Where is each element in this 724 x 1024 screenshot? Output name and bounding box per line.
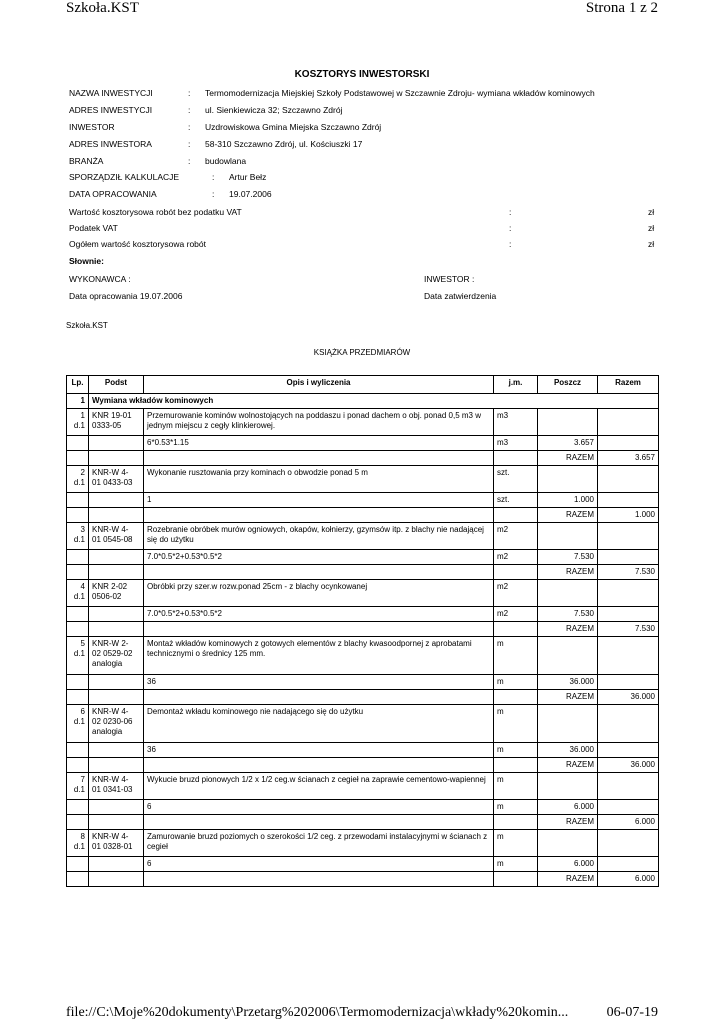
calc-podst-empty (89, 857, 144, 872)
razem-lp-empty (67, 758, 89, 773)
razem-value: 6.000 (598, 872, 659, 887)
razem-lp-empty (67, 872, 89, 887)
calc-lp-empty (67, 800, 89, 815)
cost-total-unit: zł (648, 239, 655, 249)
col-header-podst: Podst (89, 376, 144, 394)
info-value: ul. Sienkiewicza 32; Szczawno Zdrój (205, 105, 343, 115)
razem-row (67, 451, 659, 466)
info-colon: : (212, 189, 215, 199)
item-razem-empty (598, 830, 659, 857)
item-description: Obróbki przy szer.w rozw.ponad 25cm - z blachy ocynkowanej (144, 580, 494, 607)
razem-opis-empty (144, 565, 494, 580)
calc-poszcz: 1.000 (538, 493, 598, 508)
razem-podst-empty (89, 690, 144, 705)
calc-lp-empty (67, 436, 89, 451)
calc-unit: m (494, 800, 538, 815)
info-label: ADRES INWESTYCJI (69, 105, 153, 115)
wykonawca-label: WYKONAWCA : (69, 274, 131, 284)
item-razem-empty (598, 705, 659, 743)
razem-opis-empty (144, 451, 494, 466)
calc-lp-empty (67, 675, 89, 690)
calc-podst-empty (89, 493, 144, 508)
col-header-jm: j.m. (494, 376, 538, 394)
razem-opis-empty (144, 508, 494, 523)
info-label: SPORZĄDZIŁ KALKULACJE (69, 172, 180, 182)
calc-row (67, 800, 659, 815)
razem-label: RAZEM (538, 622, 598, 637)
razem-lp-empty (67, 565, 89, 580)
calc-unit: m (494, 857, 538, 872)
document-title: KOSZTORYS INWESTORSKI (294, 69, 430, 80)
razem-lp-empty (67, 815, 89, 830)
item-unit: m (494, 637, 538, 675)
razem-jm-empty (494, 451, 538, 466)
calc-unit: m (494, 743, 538, 758)
item-description: Wykonanie rusztowania przy kominach o obwodzie ponad 5 m (144, 466, 494, 493)
info-label: BRANŻA (69, 156, 104, 166)
page-header-right: Strona 1 z 2 (585, 0, 658, 16)
item-lp: 5 d.1 (67, 637, 89, 675)
item-poszcz-empty (538, 773, 598, 800)
item-podst: KNR-W 4- 01 0545-08 (89, 523, 144, 550)
info-value: budowlana (205, 156, 247, 166)
calc-razem-empty (598, 800, 659, 815)
cost-net-label: Wartość kosztorysowa robót bez podatku VAT (69, 207, 242, 217)
table-header-row (67, 376, 659, 394)
item-row (67, 637, 659, 675)
calc-row (67, 493, 659, 508)
item-lp: 1 d.1 (67, 409, 89, 436)
razem-jm-empty (494, 872, 538, 887)
razem-value: 7.530 (598, 622, 659, 637)
calc-razem-empty (598, 493, 659, 508)
info-colon: : (212, 172, 215, 182)
info-colon: : (188, 105, 191, 115)
calc-expression: 7.0*0.5*2+0.53*0.5*2 (144, 607, 494, 622)
item-row (67, 409, 659, 436)
razem-podst-empty (89, 565, 144, 580)
item-podst: KNR 19-01 0333-05 (89, 409, 144, 436)
page-header-left: Szkoła.KST (66, 0, 139, 16)
razem-podst-empty (89, 451, 144, 466)
cost-total-label: Ogółem wartość kosztorysowa robót (69, 239, 206, 249)
item-poszcz-empty (538, 409, 598, 436)
razem-podst-empty (89, 508, 144, 523)
calc-row (67, 743, 659, 758)
item-podst: KNR 2-02 0506-02 (89, 580, 144, 607)
calc-podst-empty (89, 607, 144, 622)
footer-date: 06-07-19 (606, 1005, 658, 1020)
item-poszcz-empty (538, 580, 598, 607)
calc-poszcz: 6.000 (538, 800, 598, 815)
razem-opis-empty (144, 690, 494, 705)
calc-podst-empty (89, 675, 144, 690)
przedmiar-table (66, 375, 659, 887)
item-poszcz-empty (538, 637, 598, 675)
section-number: 1 (67, 394, 89, 409)
calc-poszcz: 3.657 (538, 436, 598, 451)
calc-lp-empty (67, 743, 89, 758)
calc-razem-empty (598, 675, 659, 690)
col-header-opis: Opis i wyliczenia (144, 376, 494, 394)
razem-row (67, 815, 659, 830)
calc-expression: 36 (144, 743, 494, 758)
info-colon: : (188, 122, 191, 132)
item-row (67, 705, 659, 743)
razem-jm-empty (494, 690, 538, 705)
razem-value: 36.000 (598, 758, 659, 773)
razem-row (67, 758, 659, 773)
item-row (67, 830, 659, 857)
calc-razem-empty (598, 607, 659, 622)
calc-row (67, 857, 659, 872)
info-value: 58-310 Szczawno Zdrój, ul. Kościuszki 17 (205, 139, 363, 149)
razem-jm-empty (494, 758, 538, 773)
razem-opis-empty (144, 872, 494, 887)
calc-poszcz: 6.000 (538, 857, 598, 872)
info-colon: : (188, 139, 191, 149)
calc-row (67, 607, 659, 622)
razem-jm-empty (494, 815, 538, 830)
calc-poszcz: 36.000 (538, 675, 598, 690)
calc-podst-empty (89, 550, 144, 565)
razem-row (67, 872, 659, 887)
razem-opis-empty (144, 758, 494, 773)
calc-unit: m (494, 675, 538, 690)
razem-podst-empty (89, 815, 144, 830)
calc-expression: 36 (144, 675, 494, 690)
razem-podst-empty (89, 622, 144, 637)
item-row (67, 580, 659, 607)
calc-row (67, 550, 659, 565)
item-razem-empty (598, 773, 659, 800)
calc-podst-empty (89, 743, 144, 758)
item-razem-empty (598, 580, 659, 607)
cost-vat-unit: zł (648, 223, 655, 233)
calc-razem-empty (598, 857, 659, 872)
calc-expression: 6 (144, 800, 494, 815)
razem-value: 7.530 (598, 565, 659, 580)
item-podst: KNR-W 4- 02 0230-06 analogia (89, 705, 144, 743)
razem-jm-empty (494, 622, 538, 637)
razem-value: 3.657 (598, 451, 659, 466)
calc-razem-empty (598, 743, 659, 758)
calc-expression: 6*0.53*1.15 (144, 436, 494, 451)
item-description: Zamurowanie bruzd poziomych o szerokości 1/2 ceg. z przewodami instalacyjnymi w ścianach z cegieł (144, 830, 494, 857)
col-header-lp: Lp. (67, 376, 89, 394)
data-opracowania: Data opracowania 19.07.2006 (69, 291, 183, 301)
item-description: Rozebranie obróbek murów ogniowych, okapów, kołnierzy, gzymsów itp. z blachy nie nadającej się do użytku (144, 523, 494, 550)
calc-podst-empty (89, 800, 144, 815)
item-description: Wykucie bruzd pionowych 1/2 x 1/2 ceg.w ścianach z cegieł na zaprawie cementowo-wapiennej (144, 773, 494, 800)
col-header-poszcz: Poszcz (538, 376, 598, 394)
item-row (67, 773, 659, 800)
calc-poszcz: 36.000 (538, 743, 598, 758)
item-podst: KNR-W 4- 01 0341-03 (89, 773, 144, 800)
item-unit: m (494, 705, 538, 743)
razem-label: RAZEM (538, 451, 598, 466)
item-unit: m (494, 830, 538, 857)
item-lp: 2 d.1 (67, 466, 89, 493)
razem-opis-empty (144, 622, 494, 637)
razem-value: 1.000 (598, 508, 659, 523)
razem-jm-empty (494, 565, 538, 580)
info-value: Uzdrowiskowa Gmina Miejska Szczawno Zdrój (205, 122, 382, 132)
calc-expression: 1 (144, 493, 494, 508)
info-label: ADRES INWESTORA (69, 139, 152, 149)
calc-expression: 6 (144, 857, 494, 872)
calc-podst-empty (89, 436, 144, 451)
razem-lp-empty (67, 622, 89, 637)
info-value: 19.07.2006 (229, 189, 272, 199)
razem-label: RAZEM (538, 872, 598, 887)
razem-jm-empty (494, 508, 538, 523)
item-unit: m (494, 773, 538, 800)
calc-razem-empty (598, 436, 659, 451)
item-description: Przemurowanie kominów wolnostojących na poddaszu i ponad dachem o obj. ponad 0,5 m3 w jednym miejscu z cegły klinkierowej. (144, 409, 494, 436)
section-row (67, 394, 659, 409)
calc-unit: szt. (494, 493, 538, 508)
razem-row (67, 565, 659, 580)
razem-row (67, 508, 659, 523)
item-lp: 3 d.1 (67, 523, 89, 550)
item-unit: m3 (494, 409, 538, 436)
cost-net-colon: : (509, 207, 512, 217)
footer-file-path: file://C:\Moje%20dokumenty\Przetarg%202006\Termomodernizacja\wkłady%20komin... (66, 1005, 569, 1020)
item-poszcz-empty (538, 466, 598, 493)
info-label: NAZWA INWESTYCJI (69, 88, 153, 98)
calc-poszcz: 7.530 (538, 607, 598, 622)
info-value: Artur Bełz (229, 172, 267, 182)
cost-net-unit: zł (648, 207, 655, 217)
calc-unit: m3 (494, 436, 538, 451)
item-poszcz-empty (538, 830, 598, 857)
data-zatwierdzenia: Data zatwierdzenia (424, 291, 497, 301)
razem-label: RAZEM (538, 565, 598, 580)
item-lp: 6 d.1 (67, 705, 89, 743)
razem-row (67, 690, 659, 705)
calc-poszcz: 7.530 (538, 550, 598, 565)
item-podst: KNR-W 4- 01 0433-03 (89, 466, 144, 493)
item-podst: KNR-W 4- 01 0328-01 (89, 830, 144, 857)
item-lp: 8 d.1 (67, 830, 89, 857)
calc-unit: m2 (494, 607, 538, 622)
razem-value: 6.000 (598, 815, 659, 830)
inwestor-label: INWESTOR : (424, 274, 475, 284)
item-unit: m2 (494, 523, 538, 550)
calc-lp-empty (67, 857, 89, 872)
item-row (67, 523, 659, 550)
razem-lp-empty (67, 690, 89, 705)
item-poszcz-empty (538, 523, 598, 550)
razem-lp-empty (67, 508, 89, 523)
razem-label: RAZEM (538, 815, 598, 830)
calc-razem-empty (598, 550, 659, 565)
section-subtitle: KSIĄŻKA PRZEDMIARÓW (313, 348, 411, 357)
calc-expression: 7.0*0.5*2+0.53*0.5*2 (144, 550, 494, 565)
cost-vat-colon: : (509, 223, 512, 233)
col-header-razem: Razem (598, 376, 659, 394)
info-colon: : (188, 156, 191, 166)
item-poszcz-empty (538, 705, 598, 743)
cost-vat-label: Podatek VAT (69, 223, 118, 233)
calc-row (67, 675, 659, 690)
item-razem-empty (598, 466, 659, 493)
calc-lp-empty (67, 493, 89, 508)
razem-podst-empty (89, 758, 144, 773)
calc-lp-empty (67, 550, 89, 565)
slownie-label: Słownie: (69, 256, 104, 266)
razem-label: RAZEM (538, 508, 598, 523)
calc-lp-empty (67, 607, 89, 622)
file-name: Szkoła.KST (66, 321, 108, 330)
info-label: DATA OPRACOWANIA (69, 189, 157, 199)
calc-unit: m2 (494, 550, 538, 565)
calc-row (67, 436, 659, 451)
section-title: Wymiana wkładów kominowych (89, 394, 659, 409)
info-value: Termomodernizacja Miejskiej Szkoły Podstawowej w Szczawnie Zdroju- wymiana wkładów kominowych (205, 88, 595, 98)
cost-total-colon: : (509, 239, 512, 249)
info-label: INWESTOR (69, 122, 115, 132)
item-unit: m2 (494, 580, 538, 607)
item-razem-empty (598, 409, 659, 436)
razem-podst-empty (89, 872, 144, 887)
razem-value: 36.000 (598, 690, 659, 705)
item-unit: szt. (494, 466, 538, 493)
info-colon: : (188, 88, 191, 98)
razem-opis-empty (144, 815, 494, 830)
razem-lp-empty (67, 451, 89, 466)
item-description: Demontaż wkładu kominowego nie nadającego się do użytku (144, 705, 494, 743)
item-row (67, 466, 659, 493)
item-razem-empty (598, 637, 659, 675)
item-lp: 7 d.1 (67, 773, 89, 800)
item-razem-empty (598, 523, 659, 550)
item-lp: 4 d.1 (67, 580, 89, 607)
razem-row (67, 622, 659, 637)
item-podst: KNR-W 2- 02 0529-02 analogia (89, 637, 144, 675)
razem-label: RAZEM (538, 690, 598, 705)
item-description: Montaż wkładów kominowych z gotowych elementów z blachy kwasoodpornej z aprobatami technicznymi o średnicy 125 mm. (144, 637, 494, 675)
razem-label: RAZEM (538, 758, 598, 773)
